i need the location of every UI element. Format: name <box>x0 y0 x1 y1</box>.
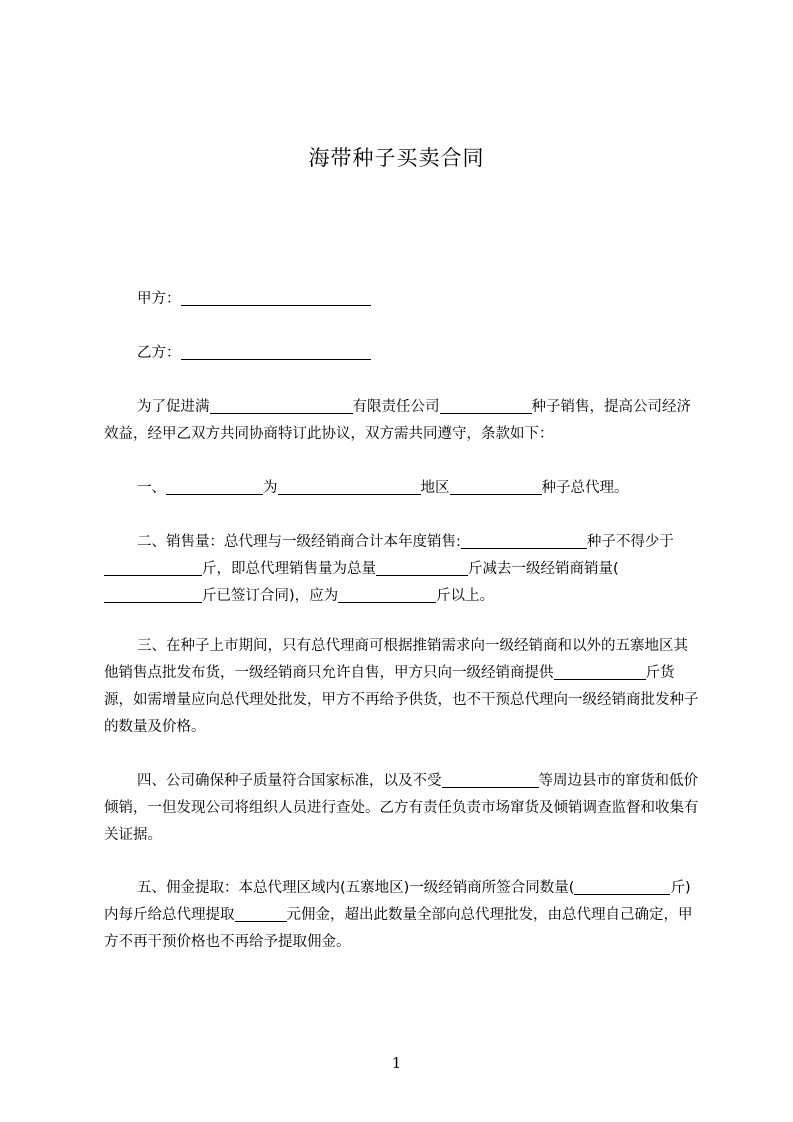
clause-3 <box>104 633 700 741</box>
clause-2-blank-5 <box>338 584 436 603</box>
intro-text-3: 种子销售，提高公司经济效益，经甲乙双方共同协商特订此协议，双方需共同遵守，条款如下： <box>104 399 691 442</box>
party-a-label: 甲方： <box>137 291 181 307</box>
clause-5-text-2: 斤)内每斤给总代理提取 <box>104 880 691 923</box>
clause-3-text-1: 三、在种子上市期间，只有总代理商可根据推销需求向一级经销商和以外的五寨地区其他销售点批发布货，一级经销商只允许自售，甲方只向一级经销商提供 <box>104 638 688 681</box>
clause-4-text-2: 等周边县市的窜货和低价倾销，一但发现公司将组织人员进行查处。乙方有责任负责市场窜货及倾销调查监督和收集有关证据。 <box>104 773 699 843</box>
clause-1-text-4: 种子总代理。 <box>541 480 629 496</box>
clause-1-blank-2 <box>278 476 421 495</box>
clause-2 <box>104 529 700 610</box>
clause-2-text-6: 斤以上。 <box>436 588 495 604</box>
clause-3-text-2: 斤货源，如需增量应向总代理处批发，甲方不再给予供货，也不干预总代理向一级经销商批发种子的数量及价格。 <box>104 665 699 735</box>
clause-5-text-3: 元佣金，超出此数量全部向总代理批发，由总代理自己确定，甲方不再干预价格也不再给予提取佣金。 <box>104 907 693 950</box>
clause-2-text-5: 斤已签订合同)，应为 <box>202 588 339 604</box>
clause-2-text-4: 斤减去一级经销商销量( <box>468 561 619 577</box>
clause-1-text-2: 为 <box>263 480 278 496</box>
clause-1-blank-3 <box>450 476 542 495</box>
party-b-line <box>104 340 700 367</box>
clause-5 <box>104 875 700 956</box>
clause-5-blank-1 <box>574 876 670 895</box>
clause-2-blank-2 <box>104 557 202 576</box>
clause-3-blank-1 <box>554 661 646 680</box>
clause-1-blank-1 <box>166 476 263 495</box>
intro-text-2: 有限责任公司 <box>352 399 440 415</box>
clause-2-blank-3 <box>376 557 468 576</box>
clause-5-text-1: 五、佣金提取：本总代理区域内(五寨地区)一级经销商所签合同数量( <box>137 880 575 896</box>
intro-blank-1 <box>210 395 353 414</box>
party-b-blank <box>181 341 371 360</box>
clause-4-blank-1 <box>442 769 539 788</box>
clause-4 <box>104 768 700 849</box>
document-title: 海带种子买卖合同 <box>308 146 485 170</box>
clause-2-text-1: 二、销售量：总代理与一级经销商合计本年度销售: <box>137 534 461 550</box>
intro-blank-2 <box>440 395 532 414</box>
clause-1-text-1: 一、 <box>137 480 166 496</box>
intro-paragraph <box>104 394 700 448</box>
party-a-blank <box>181 287 371 306</box>
party-b-label: 乙方： <box>137 345 181 361</box>
clause-2-blank-1 <box>461 530 587 549</box>
clause-2-text-3: 斤，即总代理销售量为总量 <box>202 561 376 577</box>
clause-2-blank-4 <box>104 584 202 603</box>
clause-4-text-1: 四、公司确保种子质量符合国家标准，以及不受 <box>137 773 442 789</box>
clause-5-blank-2 <box>235 903 287 922</box>
page-number: 1 <box>391 1054 402 1072</box>
intro-text-1: 为了促进满 <box>137 399 210 415</box>
party-a-line <box>104 286 700 313</box>
clause-1-text-3: 地区 <box>420 480 450 496</box>
clause-2-text-2: 种子不得少于 <box>586 534 674 550</box>
clause-1 <box>104 475 700 502</box>
